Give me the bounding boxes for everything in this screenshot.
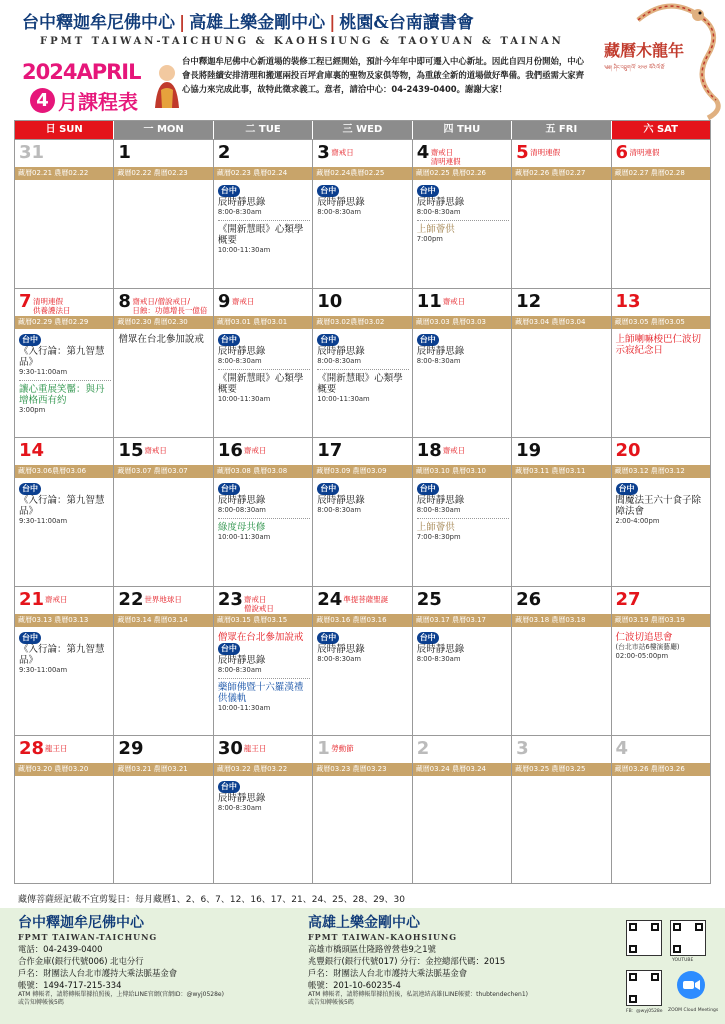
monk-icon [152, 60, 182, 110]
lunar-date: 藏曆02.23 農曆02.24 [214, 167, 312, 180]
event-title: 閻魔法王六十食子除障法會 [615, 495, 702, 517]
day-cell [512, 438, 611, 586]
event-time: 8:00-8:30am [416, 506, 461, 514]
zoom-icon[interactable] [676, 970, 706, 1000]
event-block [19, 334, 111, 415]
taichung-tag: 台中 [218, 483, 240, 495]
title-separator: | [179, 13, 186, 33]
lunar-date: 藏曆03.11 農曆03.11 [512, 465, 610, 478]
lunar-date: 藏曆02.29 農曆02.29 [15, 316, 113, 329]
day-cell [15, 140, 114, 288]
week-row [15, 586, 710, 735]
day-cell [612, 736, 710, 884]
day-cell [413, 140, 512, 288]
lunar-date: 藏曆02.26 農曆02.27 [512, 167, 610, 180]
lunar-date: 藏曆03.21 農曆03.21 [114, 763, 212, 776]
month-label [30, 86, 138, 115]
tibetan-line: ༄༅། ཤིང་འབྲུག་ལོ་ ༢༡༥༡ ལོའི་ལོ་ཐོ་ [604, 65, 666, 71]
taichung-tag: 台中 [417, 334, 439, 346]
lunar-date: 藏曆03.02農曆03.02 [313, 316, 411, 329]
day-number: 1 [317, 738, 330, 759]
day-cell [214, 289, 313, 437]
event-title: 辰時靜思錄 [217, 655, 266, 666]
day-cell [214, 140, 313, 288]
lunar-date: 藏曆03.10 農曆03.10 [413, 465, 511, 478]
day-note: 齋戒日 [243, 446, 267, 455]
day-number: 31 [19, 142, 45, 163]
day-number: 3 [317, 142, 330, 163]
event-title: 辰時靜思錄 [217, 197, 266, 208]
event-time: 02:00-05:00pm [615, 652, 669, 660]
day-cell [15, 736, 114, 884]
event-block [417, 483, 509, 542]
day-cell [114, 736, 213, 884]
notice-text: 台中釋迦牟尼佛中心新道場的裝修工程已經開始，預計今年年中即可遷入中心新址。因此自四月份開始，中心會長將陸續安排清理和搬運兩投百坪倉庫裏的聖物及家俱等物，為重啟全新的道場做好準備。我們亟需大家齊心協力來完成此事，故特此徵求義工。意者，請洽中心：04-2439-0400。謝謝大家！ [182, 56, 584, 94]
day-number: 21 [19, 589, 45, 610]
qr-code-fb[interactable] [626, 970, 662, 1006]
event-title-2: 讓心重展笑靨：與丹增格西有約 [19, 384, 105, 406]
day-number: 20 [615, 440, 641, 461]
event-title-2: 《開新慧眼》心類學概要 [217, 224, 304, 246]
taichung-acct-name: 戶名：財團法人台北市護持大乘法脈基金會 [18, 968, 178, 978]
day-cell [612, 289, 710, 437]
day-cell [313, 289, 412, 437]
day-header-sat: 六 SAT [612, 121, 710, 139]
event-block [616, 483, 708, 526]
day-header-thu: 四 THU [413, 121, 512, 139]
taichung-acct-no: 帳號：1494-717-215-334 [18, 980, 122, 990]
event-title: 辰時靜思錄 [317, 495, 365, 506]
lunar-date: 藏曆03.08 農曆03.08 [214, 465, 312, 478]
lunar-date: 藏曆03.09 農曆03.09 [313, 465, 411, 478]
kaohsiung-bank: 兆豐銀行(銀行代號017) 分行：金控總部代碼：2015 [308, 956, 506, 966]
day-note: 清明連假 [530, 148, 561, 157]
day-number: 29 [118, 738, 144, 759]
event-title: 辰時靜思錄 [317, 197, 365, 208]
day-cell [15, 587, 114, 735]
week-row [15, 139, 710, 288]
kaohsiung-en: FPMT TAIWAN-KAOHSIUNG [308, 932, 458, 942]
header-title [22, 8, 474, 33]
lunar-date: 藏曆03.12 農曆03.12 [612, 465, 710, 478]
taichung-tag: 台中 [317, 632, 339, 644]
title-taichung: 台中釋迦牟尼佛中心 [22, 13, 175, 33]
event-time: 9:30-11:00am [19, 517, 68, 525]
event-title-2: 《開新慧眼》心類學概要 [317, 373, 403, 395]
event-pre: 僧眾在台北參加說戒 [217, 632, 304, 643]
day-cell [612, 587, 710, 735]
day-note: 齋戒日 [442, 297, 466, 306]
day-header-sun: 日 SUN [15, 121, 114, 139]
day-note: 齋戒日 [144, 446, 167, 455]
event-block [218, 483, 310, 542]
lunar-date: 藏曆02.22 農曆02.23 [114, 167, 212, 180]
event-block [417, 185, 509, 244]
event-time: 9:30-11:00am [19, 666, 68, 674]
day-note: 清明連假 [629, 148, 660, 157]
event-title: 辰時靜思錄 [217, 346, 266, 357]
day-number: 11 [416, 291, 442, 312]
lunar-date: 藏曆02.27 農曆02.28 [612, 167, 710, 180]
taichung-tag: 台中 [218, 185, 240, 197]
event-title: 辰時靜思錄 [317, 346, 365, 357]
day-number: 26 [516, 589, 542, 610]
day-number: 9 [217, 291, 231, 312]
event-time: 8:00-8:30am [317, 357, 362, 365]
day-number: 8 [118, 291, 131, 312]
event-title: 辰時靜思錄 [416, 495, 465, 506]
youtube-label: YOUTUBE [672, 958, 694, 963]
taichung-tag: 台中 [19, 483, 41, 495]
event-title: 辰時靜思錄 [416, 346, 465, 357]
day-cell [313, 438, 412, 586]
lunar-date: 藏曆03.16 農曆03.16 [313, 614, 411, 627]
day-note: 齋戒日 [442, 446, 466, 455]
taichung-tag: 台中 [417, 632, 439, 644]
qr-code-youtube[interactable] [670, 920, 706, 956]
lunar-date: 藏曆03.15 農曆03.15 [214, 614, 312, 627]
lunar-date: 藏曆03.25 農曆03.25 [512, 763, 610, 776]
footer-kaohsiung [308, 914, 608, 1007]
day-cell [512, 140, 611, 288]
taichung-atm: ATM 轉帳者，請將轉帳單據拍照後，上傳給LINE官網(官網ID：@wyj0528e) [18, 991, 224, 998]
day-number: 12 [516, 291, 542, 312]
event-time-2: 3:00pm [19, 406, 46, 414]
event-time: 8:00-8:30am [217, 208, 262, 216]
taichung-tag: 台中 [218, 643, 240, 655]
event-time-2: 10:00-11:30am [217, 395, 271, 403]
lunar-date: 藏曆02.30 農曆02.30 [114, 316, 212, 329]
lunar-date: 藏曆03.05 農曆03.05 [612, 316, 710, 329]
taichung-tag: 台中 [417, 185, 439, 197]
lunar-date: 藏曆03.26 農曆03.26 [612, 763, 710, 776]
event-time: 8:00-8:30am [416, 357, 461, 365]
day-cell [114, 438, 213, 586]
event-block [317, 483, 409, 515]
day-note: 齋戒日 僧說戒日 [243, 595, 274, 613]
event-title: 辰時靜思錄 [217, 793, 266, 804]
day-header-wed: 三 WED [313, 121, 412, 139]
haircut-note: 藏傳菩薩經記載不宜剪髮日：每月藏曆1、2、6、7、12、16、17、21、24、25、28、29、30 [18, 895, 405, 905]
event-time: 8:00-8:30am [317, 655, 362, 663]
kaohsiung-addr: 高雄市橋頭區仕隆路曾營巷9之1號 [308, 944, 436, 954]
day-header-fri: 五 FRI [512, 121, 611, 139]
taichung-name: 台中釋迦牟尼佛中心 [18, 915, 144, 931]
event-block [218, 185, 310, 255]
fb-label: FB：@wyj0528e [626, 1009, 663, 1014]
day-header-mon: 一 MON [114, 121, 213, 139]
day-number: 7 [19, 291, 32, 312]
week-row [15, 735, 710, 884]
title-kaohsiung: 高雄上樂金剛中心 [189, 13, 326, 33]
day-header-tue: 二 TUE [214, 121, 313, 139]
zodiac-title: 藏曆木龍年 [604, 41, 685, 60]
event-title: 僧眾在台北參加說戒 [118, 334, 204, 345]
day-number: 27 [615, 589, 641, 610]
day-number: 13 [615, 291, 641, 312]
day-cell [114, 587, 213, 735]
day-header-row [15, 121, 710, 139]
lunar-date: 藏曆03.24 農曆03.24 [413, 763, 511, 776]
event-title-2: 上師薈供 [416, 224, 455, 235]
day-number: 2 [217, 142, 231, 163]
lunar-date: 藏曆03.20 農曆03.20 [15, 763, 113, 776]
day-note: 龍王日 [45, 744, 68, 753]
event-title-2: 綠度母共修 [217, 522, 266, 533]
event-time: 8:00-8:30am [217, 357, 262, 365]
lunar-date: 藏曆03.01 農曆03.01 [214, 316, 312, 329]
day-cell [214, 438, 313, 586]
event-block [317, 632, 409, 664]
taichung-tag: 台中 [19, 632, 41, 644]
taichung-tag: 台中 [616, 483, 638, 495]
day-number: 22 [118, 589, 144, 610]
day-cell [214, 736, 313, 884]
kaohsiung-name: 高雄上樂金剛中心 [308, 915, 420, 931]
event-title: 辰時靜思錄 [416, 644, 465, 655]
lunar-date: 藏曆03.14 農曆03.14 [114, 614, 212, 627]
lunar-date: 藏曆03.03 農曆03.03 [413, 316, 511, 329]
taichung-tag: 台中 [19, 334, 41, 346]
event-time: 8:00-8:30am [217, 804, 262, 812]
day-number: 18 [416, 440, 442, 461]
event-block [317, 185, 409, 217]
event-time: 8:00-8:30am [317, 506, 362, 514]
taichung-bank: 合作金庫(銀行代號006) 北屯分行 [18, 956, 144, 966]
page-header [0, 0, 725, 120]
day-cell [413, 736, 512, 884]
day-cell [15, 289, 114, 437]
day-cell [612, 140, 710, 288]
day-number: 17 [317, 440, 343, 461]
event-block [118, 334, 210, 345]
event-block [19, 632, 111, 675]
taichung-phone: 電話：04-2439-0400 [18, 944, 103, 954]
event-block [317, 334, 409, 404]
lunar-date: 藏曆03.23 農曆03.23 [313, 763, 411, 776]
day-number: 16 [217, 440, 243, 461]
taichung-tag: 台中 [317, 334, 339, 346]
taichung-tag: 台中 [218, 334, 240, 346]
day-number: 1 [118, 142, 131, 163]
event-time: 8:00-8:30am [317, 208, 362, 216]
event-title: 《入行論：第九智慧品》 [19, 346, 105, 368]
day-number: 3 [516, 738, 529, 759]
event-location: (台北市站6樓演藝廳) [615, 643, 680, 651]
day-number: 30 [217, 738, 243, 759]
day-number: 15 [118, 440, 144, 461]
kaohsiung-acct-name: 戶名：財團法人台北市護持大乘法脈基金會 [308, 968, 468, 978]
calendar-grid [14, 120, 711, 884]
event-time: 8:00-08:30am [217, 506, 266, 514]
day-note: 齋戒日 清明連假 [430, 148, 461, 166]
title-separator-2: | [329, 13, 336, 33]
lunar-date: 藏曆03.22 農曆03.22 [214, 763, 312, 776]
event-block [19, 483, 111, 526]
event-block [218, 632, 310, 713]
lunar-date: 藏曆02.25 農曆02.26 [413, 167, 511, 180]
day-number: 25 [416, 589, 442, 610]
qr-code-line[interactable] [626, 920, 662, 956]
kaohsiung-atm2: 或告知轉帳後5碼 [308, 999, 354, 1006]
event-time-2: 7:00pm [416, 235, 443, 243]
day-number: 6 [615, 142, 629, 163]
event-time-2: 10:00-11:30am [217, 704, 271, 712]
event-title: 上師喇嘛梭巴仁波切示寂紀念日 [615, 334, 702, 356]
lunar-date: 藏曆03.06農曆03.06 [15, 465, 113, 478]
day-cell [313, 736, 412, 884]
event-title-2: 《開新慧眼》心類學概要 [217, 373, 304, 395]
event-block [417, 334, 509, 366]
day-cell [413, 438, 512, 586]
day-number: 19 [516, 440, 542, 461]
taichung-en: FPMT TAIWAN-TAICHUNG [18, 932, 158, 942]
day-cell [612, 438, 710, 586]
day-number: 4 [615, 738, 629, 759]
event-title: 辰時靜思錄 [317, 644, 365, 655]
day-note: 清明連假 供養護法日 [33, 297, 71, 315]
day-cell [413, 289, 512, 437]
month-label-text: 月課程表 [58, 90, 138, 114]
lunar-date: 藏曆03.17 農曆03.17 [413, 614, 511, 627]
day-number: 24 [317, 589, 343, 610]
event-block [616, 632, 708, 661]
taichung-atm2: 或告知轉帳後5碼 [18, 999, 64, 1006]
week-row [15, 437, 710, 586]
event-title: 仁波切追思會 [615, 632, 673, 643]
year-month: 2024APRIL [22, 60, 141, 84]
day-note: 齋戒日/僧說戒日/ 日蝕：功德增長一億倍 [132, 297, 208, 315]
event-time-2: 7:00-8:30pm [416, 533, 461, 541]
day-cell [512, 289, 611, 437]
kaohsiung-atm: ATM 轉帳者，請將轉帳單據拍照後，私訊連結高雄(LINE帳號：thubtendechen1) [308, 991, 528, 998]
kaohsiung-acct-no: 帳號：201-10-60235-4 [308, 980, 401, 990]
title-taoyuan: 桃園&台南讀書會 [339, 13, 474, 33]
lunar-date: 藏曆03.04 農曆03.04 [512, 316, 610, 329]
event-title-2: 上師薈供 [416, 522, 455, 533]
event-time: 2:00-4:00pm [615, 517, 660, 525]
event-time-2: 10:00-11:30am [217, 533, 271, 541]
event-time: 8:00-8:30am [416, 208, 461, 216]
day-note: 齋戒日 [331, 148, 354, 157]
day-note: 勞動節 [331, 744, 354, 753]
day-cell [512, 736, 611, 884]
day-cell [512, 587, 611, 735]
lunar-date: 藏曆03.13 農曆03.13 [15, 614, 113, 627]
event-time: 8:00-8:30am [416, 655, 461, 663]
day-cell [214, 587, 313, 735]
day-note: 龍王日 [243, 744, 267, 753]
week-row [15, 288, 710, 437]
day-number: 14 [19, 440, 45, 461]
header-subtitle: FPMT TAIWAN-TAICHUNG & KAOHSIUNG & TAOYUAN & TAINAN [40, 36, 564, 47]
taichung-tag: 台中 [317, 185, 339, 197]
zoom-label: ZOOM Cloud Meetings [668, 1008, 719, 1013]
event-block [218, 781, 310, 813]
weeks-container [15, 139, 710, 884]
lunar-date: 藏曆02.21 農曆02.22 [15, 167, 113, 180]
lunar-date: 藏曆03.19 農曆03.19 [612, 614, 710, 627]
day-cell [413, 587, 512, 735]
event-time-2: 10:00-11:30am [317, 395, 370, 403]
day-note: 齋戒日 [45, 595, 68, 604]
day-number: 4 [416, 142, 430, 163]
event-time: 9:30-11:00am [19, 368, 68, 376]
event-block [218, 334, 310, 404]
event-title: 辰時靜思錄 [217, 495, 266, 506]
day-number: 10 [317, 291, 343, 312]
footer-taichung [18, 914, 298, 1007]
event-title: 《入行論：第九智慧品》 [19, 495, 105, 517]
taichung-tag: 台中 [218, 781, 240, 793]
event-title: 辰時靜思錄 [416, 197, 465, 208]
day-number: 23 [217, 589, 243, 610]
event-time-2: 10:00-11:30am [217, 246, 271, 254]
event-block [616, 334, 708, 356]
taichung-tag: 台中 [417, 483, 439, 495]
day-number: 5 [516, 142, 529, 163]
day-note: 世界地球日 [144, 595, 182, 604]
day-number: 28 [19, 738, 45, 759]
footer [0, 908, 725, 1024]
lunar-date: 藏曆02.24農曆02.25 [313, 167, 411, 180]
day-cell [114, 289, 213, 437]
day-cell [114, 140, 213, 288]
event-title: 《入行論：第九智慧品》 [19, 644, 105, 666]
day-cell [313, 587, 412, 735]
day-cell [15, 438, 114, 586]
taichung-tag: 台中 [317, 483, 339, 495]
event-time: 8:00-8:30am [217, 666, 262, 674]
lunar-date: 藏曆03.18 農曆03.18 [512, 614, 610, 627]
day-cell [313, 140, 412, 288]
day-note: 準提菩薩聖誕 [343, 595, 389, 604]
month-number-badge: 4 [30, 88, 55, 113]
lunar-date: 藏曆03.07 農曆03.07 [114, 465, 212, 478]
day-number: 2 [416, 738, 430, 759]
day-note: 齋戒日 [231, 297, 255, 306]
event-title-2: 藥師佛暨十六羅漢禮供儀軌 [217, 682, 304, 704]
event-block [417, 632, 509, 664]
